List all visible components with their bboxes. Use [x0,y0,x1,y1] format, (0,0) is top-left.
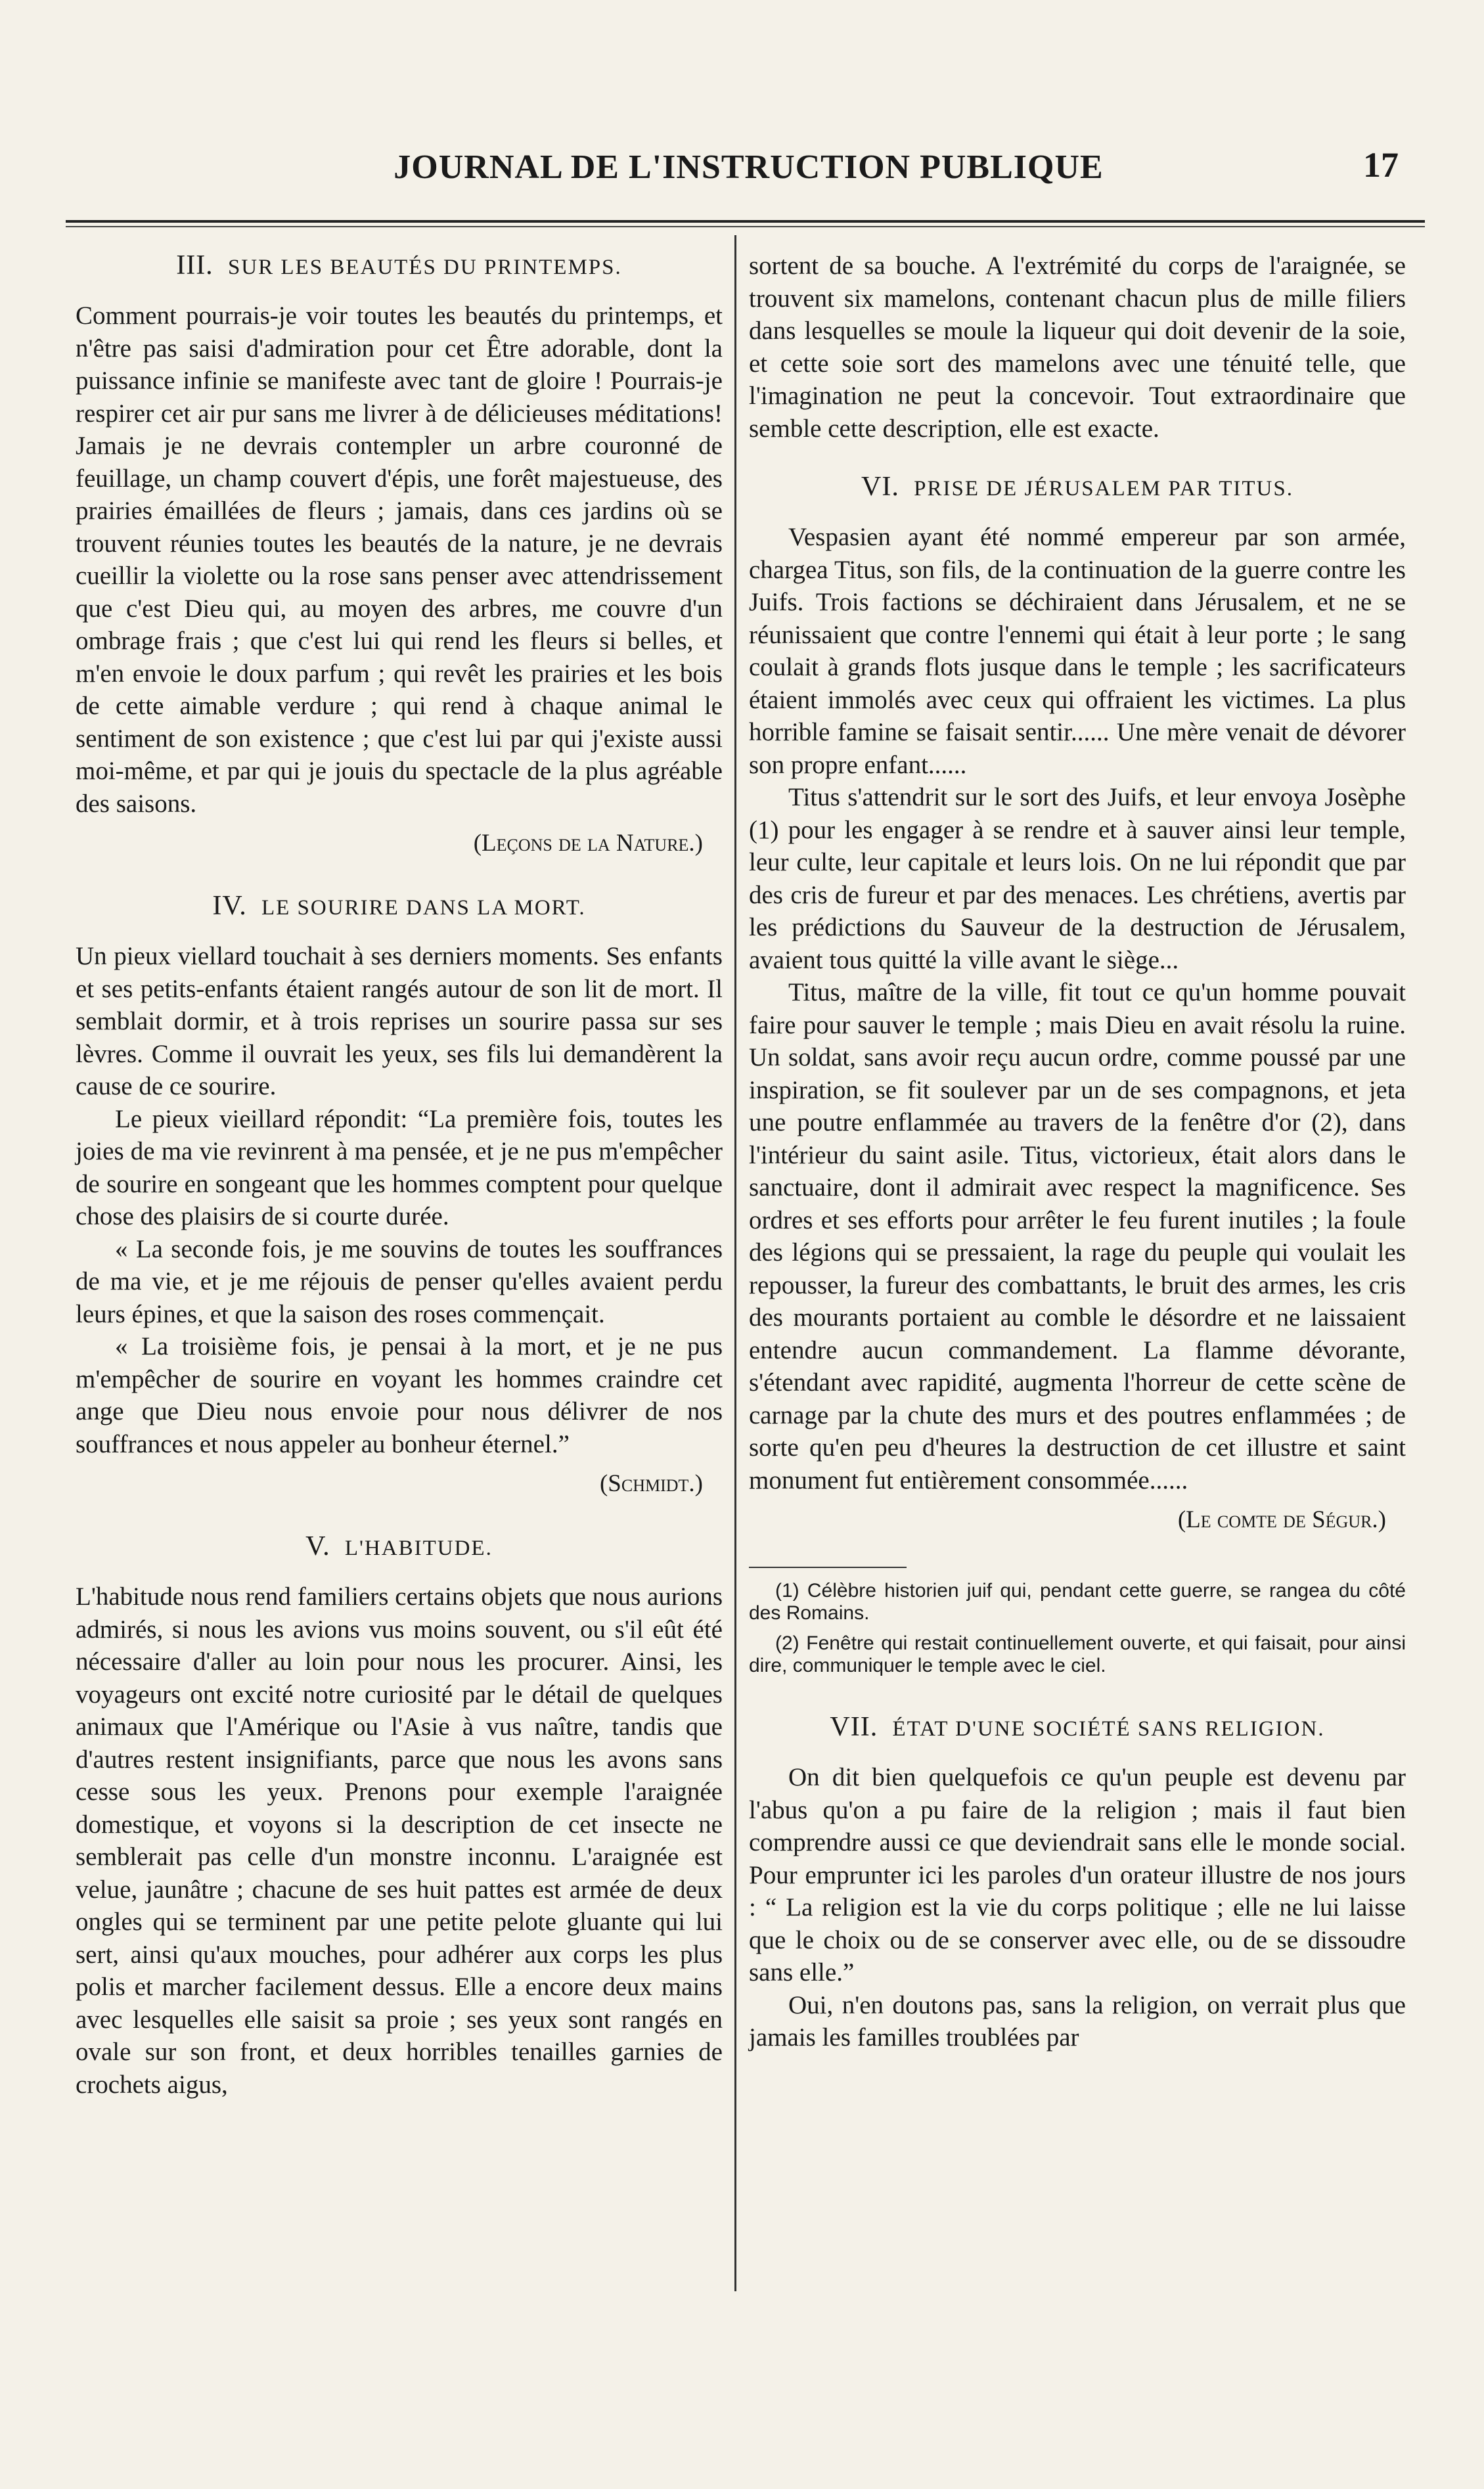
section-v [76,1531,723,2101]
section-heading [76,250,723,281]
section-title: ÉTAT D'UNE SOCIÉTÉ SANS RELIGION. [892,1717,1325,1741]
paragraph: Titus s'attendrit sur le sort des Juifs, et leur envoya Josèphe (1) pour les engager à se rendre et à sauver ainsi leur temple, leur culte, leur capitale et leurs lois. On ne lui répondit que par des cris de fureur et par des menaces. Les chrétiens, avertis par les prédictions du Sauveur de la destruction de Jérusalem, avaient tous quitté la ville avant le siège... [749,783,1406,974]
spacer [749,1685,1406,1711]
header-rule-thin [66,226,1425,227]
footnote-rule [749,1567,907,1568]
right-column [749,250,1406,2054]
section-vii [749,1711,1406,2054]
section-iv [76,890,723,1498]
section-number: VI. [861,472,899,502]
section-title: LE SOURIRE DANS LA MORT. [261,896,586,920]
paragraph: « La seconde fois, je me souvins de toutes les souffrances de ma vie, et je me réjouis de penser qu'elles avaient perdu leurs épines, et que la saison des roses commençait. [76,1234,723,1328]
page-number: 17 [1363,145,1399,185]
paragraph: Le pieux vieillard répondit: “La première fois, toutes les joies de ma vie revinrent à ma pensée, et je ne pus m'empêcher de sourire en songeant que les hommes comptent pour quelque chose des plaisirs de si courte durée. [76,1104,723,1230]
spacer [749,445,1406,471]
section-title: SUR LES BEAUTÉS DU PRINTEMPS. [227,256,622,279]
paragraph: On dit bien quelquefois ce qu'un peuple est devenu par l'abus qu'on a pu faire de la religion ; mais il faut bien comprendre aussi ce que deviendrait sans elle le monde social. Pour emprunter ici les paroles d'un orateur illustre de nos jours : “ La religion est la vie du corps politique ; elle ne lui laisse que le choix ou de se conserver avec elle, ou de se dissoudre sans elle.” [749,1763,1406,1986]
section-iii [76,250,723,857]
section-heading [749,471,1406,503]
section-heading [76,890,723,922]
section-heading [76,1531,723,1562]
section-number: III. [176,250,214,280]
section-title: PRISE DE JÉRUSALEM PAR TITUS. [914,477,1293,501]
page-header [79,141,1418,200]
continued-text: sortent de sa bouche. A l'extrémité du corps de l'araignée, se trouvent six mamelons, contenant chacun plus de mille filiers dans lesquelles se moule la liqueur qui doit devenir de la soie, et cette soie sort des mamelons avec une ténuité telle, que l'imagination ne peut la concevoir. Tout extraordinaire que semble cette description, elle est exacte. [749,252,1406,443]
left-column [76,250,723,2101]
attribution: (Leçons de la Nature.) [473,830,703,857]
section-number: IV. [212,891,247,921]
section-text: L'habitude nous rend familiers certains objets que nous aurions admirés, si nous les avions vus moins souvent, ou s'il eût été nécessaire d'aller au loin pour nous les procurer. Ainsi, les voyageurs ont excité notre curiosité par le détail de quelques animaux que l'Amérique ou l'Asie à vus naître, tandis que d'autres restent insignifiants, parce que nous les avons sans cesse sous les yeux. Prenons pour exemple l'araignée domestique, et voyons si la description de cet insecte ne semblerait pas celle d'un monstre inconnu. L'araignée est velue, jaunâtre ; chacune de ses huit pattes est armée de deux ongles qui se terminent par une petite pelote gluante qui lui sert, ainsi qu'aux mouches, pour adhérer aux corps les plus polis et marcher facilement dessus. Elle a encore deux mains avec lesquelles elle saisit sa proie ; ses yeux sont rangés en ovale sur son front, et deux horribles tenailles garnies de crochets aigus, [76,1582,723,2099]
section-number: V. [305,1531,330,1561]
footnote-1: (1) Célèbre historien juif qui, pendant cette guerre, se rangea du côté des Romains. [749,1580,1406,1624]
attribution: (Le comte de Ségur.) [1177,1506,1386,1533]
paragraph: Titus, maître de la ville, fit tout ce qu'un homme pouvait faire pour sauver le temple ; mais Dieu en avait résolu la ruine. Un soldat, sans avoir reçu aucun ordre, comme poussé par une inspiration, se fit soulever par un de ses compagnons, et jeta une poutre enflammée au travers de la fenêtre d'or (2), dans l'intérieur du saint asile. Titus, victorieux, était alors dans le sanctuaire, dont il admirait avec respect la magnificence. Ses ordres et ses efforts pour arrêter le feu furent inutiles ; la foule des légions qui se pressaient, la rage du peuple qui voulait les repousser, la fureur des combattants, le bruit des armes, les cris des mourants portaient au comble le désordre et ne laissaient entendre aucun commandement. La flamme dévorante, s'étendant avec rapidité, augmenta l'horreur de cette scène de carnage par la chute des murs et des poutres enflammées ; de sorte qu'en peu d'heures la destruction de cet illustre et saint monument fut entièrement consommée...... [749,978,1406,1494]
section-heading [749,1711,1406,1743]
header-rule [66,220,1425,223]
section-text: Comment pourrais-je voir toutes les beautés du printemps, et n'être pas saisi d'admiration pour cet Être adorable, dont la puissance infinie se manifeste avec tant de gloire ! Pourrais-je respirer cet air pur sans me livrer à de délicieuses méditations! Jamais je ne devrais contempler un arbre couronné de feuillage, un champ couvert d'épis, une forêt majestueuse, des prairies émaillées de fleurs ; jamais, dans ces jardins où se trouvent réunies toutes les beautés de la nature, je ne devrais cueillir la violette ou la rose sans penser avec attendrissement que c'est Dieu qui, au moyen des arbres, me couvre d'un ombrage frais ; que c'est lui qui rend les fleurs si belles, et m'en envoie le doux parfum ; qui revêt les prairies et les bois de cette aimable verdure ; qui rend à chaque animal le sentiment de son existence ; que c'est lui par qui j'existe aussi moi-même, et par qui je jouis du spectacle de la plus agréable des saisons. [76,302,723,818]
paragraph: Vespasien ayant été nommé empereur par son armée, chargea Titus, son fils, de la continuation de la guerre contre les Juifs. Trois factions se déchiraient dans Jérusalem, et ne se réunissaient que contre l'ennemi qui était à leur porte ; le sang coulait à grands flots jusque dans le temple ; les sacrificateurs étaient immolés avec ceux qui offraient les victimes. La plus horrible famine se faisait sentir...... Une mère venait de dévorer son propre enfant...... [749,523,1406,779]
section-title: L'HABITUDE. [344,1536,493,1560]
journal-title: JOURNAL DE L'INSTRUCTION PUBLIQUE [393,148,1104,186]
paragraph: « La troisième fois, je pensai à la mort, et je ne pus m'empêcher de sourire en voyant les hommes craindre cet ange que Dieu nous envoie pour nous délivrer de nos souffrances et nous appeler au bonheur éternel.” [76,1332,723,1458]
section-number: VII. [830,1712,878,1742]
column-divider [734,235,736,2291]
paragraph: Oui, n'en doutons pas, sans la religion, on verrait plus que jamais les familles troublées par [749,1990,1406,2052]
paragraph: Un pieux viellard touchait à ses derniers moments. Ses enfants et ses petits-enfants étaient rangés autour de son lit de mort. Il semblait dormir, et à trois reprises un sourire passa sur ses lèvres. Comme il ouvrait les yeux, ses fils lui demandèrent la cause de ce sourire. [76,942,723,1100]
attribution: (Schmidt.) [599,1470,703,1497]
section-vi [749,471,1406,1711]
footnote-2: (2) Fenêtre qui restait continuellement ouverte, et qui faisait, pour ainsi dire, communiquer le temple avec le ciel. [749,1632,1406,1676]
